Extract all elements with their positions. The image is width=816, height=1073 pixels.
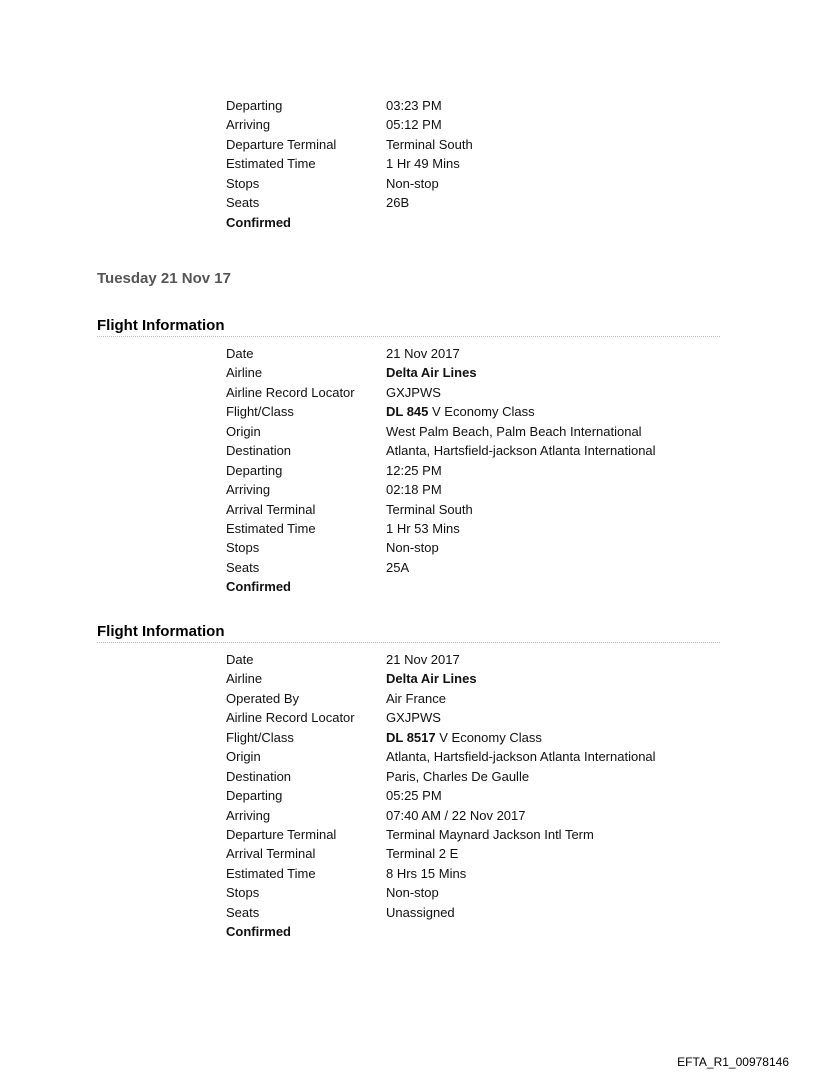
detail-label: Arrival Terminal — [226, 501, 316, 517]
detail-label: Estimated Time — [226, 156, 316, 172]
detail-row-flight-class — [226, 728, 726, 747]
fare-class: V Economy Class — [435, 729, 542, 745]
detail-row-departing — [226, 461, 726, 480]
detail-value: Terminal South — [386, 136, 473, 152]
detail-row-arrival-terminal — [226, 500, 726, 519]
detail-value: Non-stop — [386, 885, 439, 901]
detail-label: Stops — [226, 175, 260, 191]
detail-label: Airline Record Locator — [226, 384, 355, 400]
detail-label: Flight/Class — [226, 729, 294, 745]
day-heading: Tuesday 21 Nov 17 — [97, 270, 231, 287]
detail-label: Seats — [226, 904, 260, 920]
flight-class-value — [386, 728, 542, 747]
detail-label: Destination — [226, 443, 292, 459]
flight-information-heading: Flight Information — [97, 317, 720, 337]
detail-row-origin — [226, 747, 726, 766]
detail-label: Departure Terminal — [226, 826, 337, 842]
detail-label: Seats — [226, 195, 260, 211]
airline-name: Delta Air Lines — [386, 365, 477, 381]
detail-row-airline — [226, 669, 726, 688]
detail-value: 1 Hr 53 Mins — [386, 520, 460, 536]
detail-label: Estimated Time — [226, 520, 316, 536]
detail-row-stops — [226, 883, 726, 902]
detail-row-seats — [226, 193, 726, 212]
detail-value: Atlanta, Hartsfield-jackson Atlanta International — [386, 749, 656, 765]
detail-row-estimated-time — [226, 519, 726, 538]
detail-row-departure-terminal — [226, 825, 726, 844]
detail-label: Stops — [226, 540, 260, 556]
detail-label: Departure Terminal — [226, 136, 337, 152]
flight2-details — [226, 650, 726, 942]
detail-row-seats — [226, 903, 726, 922]
detail-value: Non-stop — [386, 540, 439, 556]
detail-value: Terminal South — [386, 501, 473, 517]
detail-row-airline — [226, 363, 726, 382]
detail-value: 05:25 PM — [386, 788, 442, 804]
detail-label: Flight/Class — [226, 404, 294, 420]
detail-row-origin — [226, 422, 726, 441]
detail-row-arriving — [226, 480, 726, 499]
detail-label: Destination — [226, 768, 292, 784]
detail-value: 8 Hrs 15 Mins — [386, 865, 467, 881]
detail-row-flight-class — [226, 402, 726, 421]
detail-row-record-locator — [226, 708, 726, 727]
detail-label: Operated By — [226, 690, 299, 706]
document-id: EFTA_R1_00978146 — [677, 1055, 789, 1069]
airline-name: Delta Air Lines — [386, 671, 477, 687]
detail-value: 1 Hr 49 Mins — [386, 156, 460, 172]
detail-row-stops — [226, 538, 726, 557]
detail-value: Unassigned — [386, 904, 455, 920]
flight-class-value — [386, 402, 535, 421]
detail-value: Air France — [386, 690, 446, 706]
flight-number: DL 8517 — [386, 729, 436, 745]
detail-value: Non-stop — [386, 175, 439, 191]
detail-value: 03:23 PM — [386, 98, 442, 113]
detail-row-destination — [226, 767, 726, 786]
detail-row-date — [226, 650, 726, 669]
detail-label: Arriving — [226, 807, 271, 823]
detail-row-estimated-time — [226, 864, 726, 883]
detail-row-record-locator — [226, 383, 726, 402]
detail-label: Departing — [226, 788, 283, 804]
detail-row-departing — [226, 96, 726, 115]
detail-label: Date — [226, 652, 254, 667]
detail-value: West Palm Beach, Palm Beach International — [386, 423, 642, 439]
flight-information-heading: Flight Information — [97, 623, 720, 643]
detail-label: Date — [226, 346, 254, 361]
detail-value: Terminal 2 E — [386, 846, 459, 862]
detail-label: Stops — [226, 885, 260, 901]
detail-label: Arriving — [226, 482, 271, 498]
detail-row-arrival-terminal — [226, 844, 726, 863]
flight-number: DL 845 — [386, 404, 429, 420]
detail-row-destination — [226, 441, 726, 460]
detail-label: Departing — [226, 462, 283, 478]
status-confirmed: Confirmed — [226, 579, 291, 595]
detail-value: 05:12 PM — [386, 117, 442, 133]
detail-value: 25A — [386, 559, 410, 575]
detail-label: Airline — [226, 365, 263, 381]
detail-label: Origin — [226, 423, 261, 439]
status-confirmed: Confirmed — [226, 214, 291, 230]
detail-value: Paris, Charles De Gaulle — [386, 768, 530, 784]
detail-label: Departing — [226, 98, 283, 113]
detail-label: Arrival Terminal — [226, 846, 316, 862]
detail-value: GXJPWS — [386, 710, 441, 726]
detail-label: Arriving — [226, 117, 271, 133]
detail-row-date — [226, 344, 726, 363]
detail-value: 21 Nov 2017 — [386, 652, 460, 667]
segment-top-details — [226, 96, 726, 232]
detail-row-stops — [226, 174, 726, 193]
fare-class: V Economy Class — [428, 404, 535, 420]
detail-row-seats — [226, 558, 726, 577]
detail-label: Airline — [226, 671, 263, 687]
flight1-details — [226, 344, 726, 597]
detail-row-arriving — [226, 806, 726, 825]
status-confirmed: Confirmed — [226, 924, 291, 940]
detail-value: GXJPWS — [386, 384, 441, 400]
detail-value: 12:25 PM — [386, 462, 442, 478]
detail-row-departure-terminal — [226, 135, 726, 154]
detail-value: 26B — [386, 195, 410, 211]
detail-label: Seats — [226, 559, 260, 575]
detail-row-arriving — [226, 115, 726, 134]
detail-label: Airline Record Locator — [226, 710, 355, 726]
detail-value: Atlanta, Hartsfield-jackson Atlanta International — [386, 443, 656, 459]
detail-value: Terminal Maynard Jackson Intl Term — [386, 826, 594, 842]
detail-value: 02:18 PM — [386, 482, 442, 498]
detail-row-departing — [226, 786, 726, 805]
detail-row-estimated-time — [226, 154, 726, 173]
detail-label: Estimated Time — [226, 865, 316, 881]
detail-label: Origin — [226, 749, 261, 765]
detail-row-operated-by — [226, 689, 726, 708]
detail-value: 07:40 AM / 22 Nov 2017 — [386, 807, 526, 823]
detail-value: 21 Nov 2017 — [386, 346, 460, 361]
